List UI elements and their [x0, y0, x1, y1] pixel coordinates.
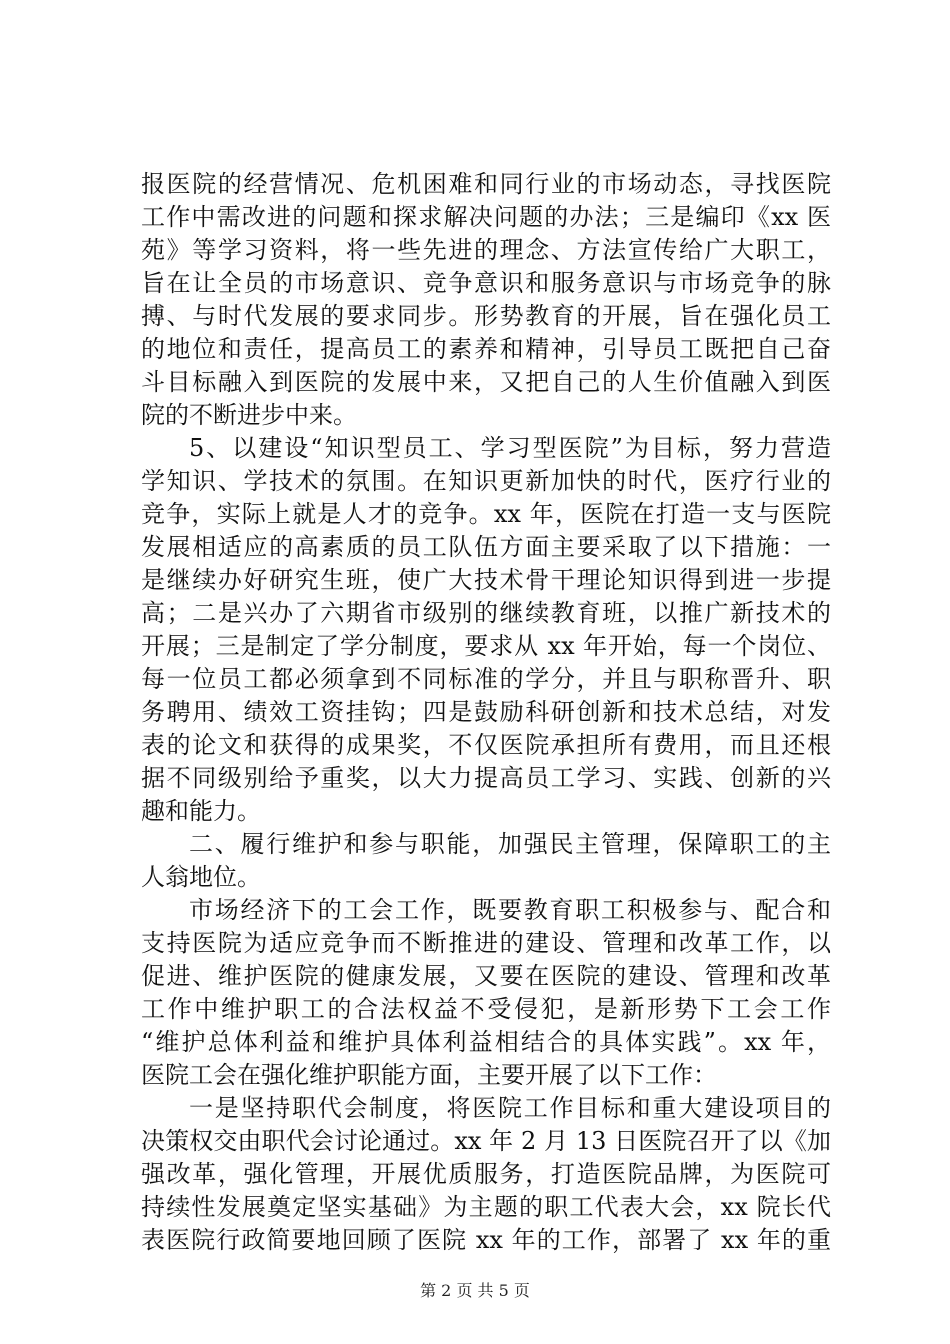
text-line: 每一位员工都必须拿到不同标准的学分，并且与职称晋升、职 — [141, 665, 831, 693]
text-line: 高；二是兴办了六期省市级别的继续教育班，以推广新技术的 — [141, 599, 831, 627]
paragraph — [141, 1092, 831, 1257]
text-line: 趣和能力。 — [141, 797, 261, 825]
document-body — [141, 168, 831, 1257]
text-line: 旨在让全员的市场意识、竞争意识和服务意识与市场竞争的脉 — [141, 269, 831, 297]
text-line: 报医院的经营情况、危机困难和同行业的市场动态，寻找医院 — [141, 170, 831, 198]
paragraph — [141, 168, 831, 432]
text-line: 院的不断进步中来。 — [141, 401, 357, 429]
text-line: 强改革，强化管理，开展优质服务，打造医院品牌，为医院可 — [141, 1160, 831, 1188]
text-line: 表医院行政简要地回顾了医院 xx 年的工作，部署了 xx 年的重 — [141, 1226, 831, 1254]
paragraph — [141, 432, 831, 828]
paragraph — [141, 828, 831, 894]
text-line: 二、履行维护和参与职能，加强民主管理，保障职工的主 — [189, 830, 831, 858]
text-line: 决策权交由职代会讨论通过。xx 年 2 月 13 日医院召开了以《加 — [141, 1127, 831, 1155]
text-line: 竞争，实际上就是人才的竞争。xx 年，医院在打造一支与医院 — [141, 500, 831, 528]
text-line: 持续性发展奠定坚实基础》为主题的职工代表大会，xx 院长代 — [141, 1193, 831, 1221]
text-line: 一是坚持职代会制度，将医院工作目标和重大建设项目的 — [189, 1094, 831, 1122]
text-line: 5、以建设“知识型员工、学习型医院”为目标，努力营造 — [189, 434, 831, 462]
text-line: 的地位和责任，提高员工的素养和精神，引导员工既把自己奋 — [141, 335, 831, 363]
text-line: 是继续办好研究生班，使广大技术骨干理论知识得到进一步提 — [141, 566, 831, 594]
text-line: 医院工会在强化维护职能方面，主要开展了以下工作： — [141, 1061, 717, 1089]
text-line: 人翁地位。 — [141, 863, 261, 891]
text-line: 促进、维护医院的健康发展，又要在医院的建设、管理和改革 — [141, 962, 831, 990]
text-line: 支持医院为适应竞争而不断推进的建设、管理和改革工作，以 — [141, 929, 831, 957]
text-line: 学知识、学技术的氛围。在知识更新加快的时代，医疗行业的 — [141, 467, 831, 495]
page-number-footer: 第 2 页 共 5 页 — [420, 1281, 530, 1300]
text-line: “维护总体利益和维护具体利益相结合的具体实践”。xx 年， — [141, 1028, 831, 1056]
text-line: 务聘用、绩效工资挂钩；四是鼓励科研创新和技术总结，对发 — [141, 698, 831, 726]
text-line: 据不同级别给予重奖，以大力提高员工学习、实践、创新的兴 — [141, 764, 831, 792]
text-line: 表的论文和获得的成果奖，不仅医院承担所有费用，而且还根 — [141, 731, 831, 759]
text-line: 工作中维护职工的合法权益不受侵犯，是新形势下工会工作 — [141, 995, 831, 1023]
text-line: 发展相适应的高素质的员工队伍方面主要采取了以下措施：一 — [141, 533, 831, 561]
text-line: 斗目标融入到医院的发展中来，又把自己的人生价值融入到医 — [141, 368, 831, 396]
text-line: 开展；三是制定了学分制度，要求从 xx 年开始，每一个岗位、 — [141, 632, 831, 660]
paragraph — [141, 894, 831, 1092]
text-line: 搏、与时代发展的要求同步。形势教育的开展，旨在强化员工 — [141, 302, 831, 330]
text-line: 工作中需改进的问题和探求解决问题的办法；三是编印《xx 医 — [141, 203, 831, 231]
text-line: 市场经济下的工会工作，既要教育职工积极参与、配合和 — [189, 896, 831, 924]
text-line: 苑》等学习资料，将一些先进的理念、方法宣传给广大职工， — [141, 236, 831, 264]
